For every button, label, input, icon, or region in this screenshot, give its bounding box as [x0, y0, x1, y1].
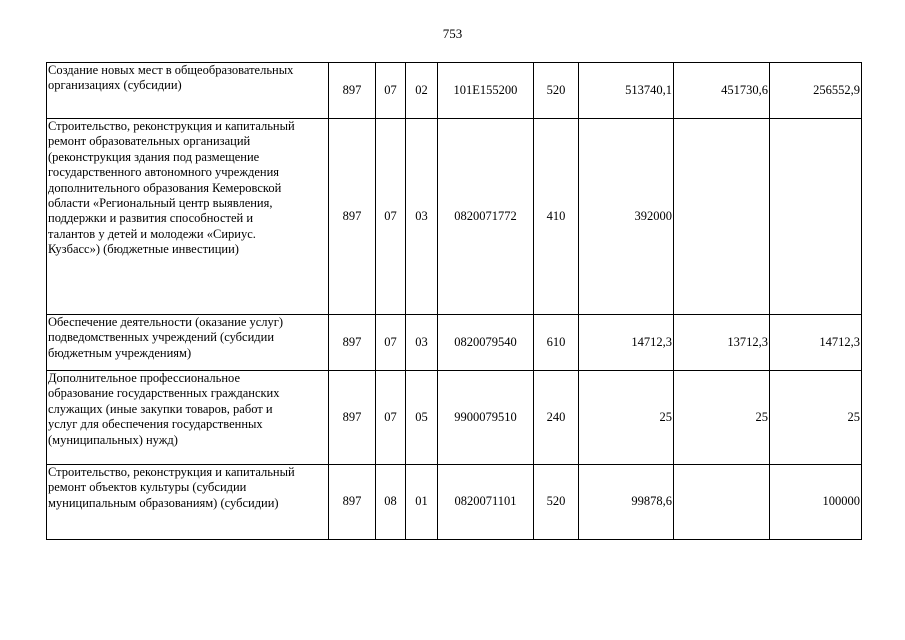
amount-year-3: 25: [770, 371, 862, 465]
budget-table: [46, 62, 862, 540]
amount-year-1: 513740,1: [579, 63, 674, 119]
subsection-code: 03: [406, 315, 438, 371]
expense-type-code: 410: [534, 119, 579, 315]
page-number: 753: [442, 26, 463, 41]
section-code: 07: [376, 63, 406, 119]
amount-year-2: 25: [674, 371, 770, 465]
row-description: Строительство, реконструкция и капитальный ремонт образовательных организаций (реконструкция здания под размещение государственного автономного учреждения дополнительного образования Кемеровской области «Региональный центр выявления, поддержки и развития способностей и талантов у детей и молодежи «Сириус. Кузбасс») (бюджетные инвестиции): [47, 119, 329, 315]
row-description: Обеспечение деятельности (оказание услуг) подведомственных учреждений (субсидии бюджетным учреждениям): [47, 315, 329, 371]
row-description: Строительство, реконструкция и капитальный ремонт объектов культуры (субсидии муниципальным образованиям) (субсидии): [47, 465, 329, 540]
target-article-code: 0820071101: [438, 465, 534, 540]
table-row: [47, 465, 862, 540]
amount-year-1: 25: [579, 371, 674, 465]
amount-year-1: 392000: [579, 119, 674, 315]
ministry-code: 897: [329, 119, 376, 315]
section-code: 08: [376, 465, 406, 540]
table-row: [47, 63, 862, 119]
amount-year-2: 13712,3: [674, 315, 770, 371]
ministry-code: 897: [329, 63, 376, 119]
subsection-code: 03: [406, 119, 438, 315]
row-description: Создание новых мест в общеобразовательных организациях (субсидии): [47, 63, 329, 119]
subsection-code: 05: [406, 371, 438, 465]
target-article-code: 9900079510: [438, 371, 534, 465]
subsection-code: 02: [406, 63, 438, 119]
table-row: [47, 315, 862, 371]
row-description: Дополнительное профессиональное образование государственных гражданских служащих (иные закупки товаров, работ и услуг для обеспечения государственных (муниципальных) нужд): [47, 371, 329, 465]
ministry-code: 897: [329, 315, 376, 371]
amount-year-3: 256552,9: [770, 63, 862, 119]
amount-year-1: 99878,6: [579, 465, 674, 540]
amount-year-2: 451730,6: [674, 63, 770, 119]
amount-year-2: [674, 465, 770, 540]
amount-year-1: 14712,3: [579, 315, 674, 371]
section-code: 07: [376, 315, 406, 371]
expense-type-code: 240: [534, 371, 579, 465]
target-article-code: 101E155200: [438, 63, 534, 119]
table-row: [47, 119, 862, 315]
amount-year-3: [770, 119, 862, 315]
target-article-code: 0820079540: [438, 315, 534, 371]
target-article-code: 0820071772: [438, 119, 534, 315]
expense-type-code: 520: [534, 63, 579, 119]
subsection-code: 01: [406, 465, 438, 540]
ministry-code: 897: [329, 371, 376, 465]
amount-year-3: 14712,3: [770, 315, 862, 371]
table-row: [47, 371, 862, 465]
ministry-code: 897: [329, 465, 376, 540]
section-code: 07: [376, 119, 406, 315]
amount-year-2: [674, 119, 770, 315]
expense-type-code: 520: [534, 465, 579, 540]
expense-type-code: 610: [534, 315, 579, 371]
amount-year-3: 100000: [770, 465, 862, 540]
section-code: 07: [376, 371, 406, 465]
